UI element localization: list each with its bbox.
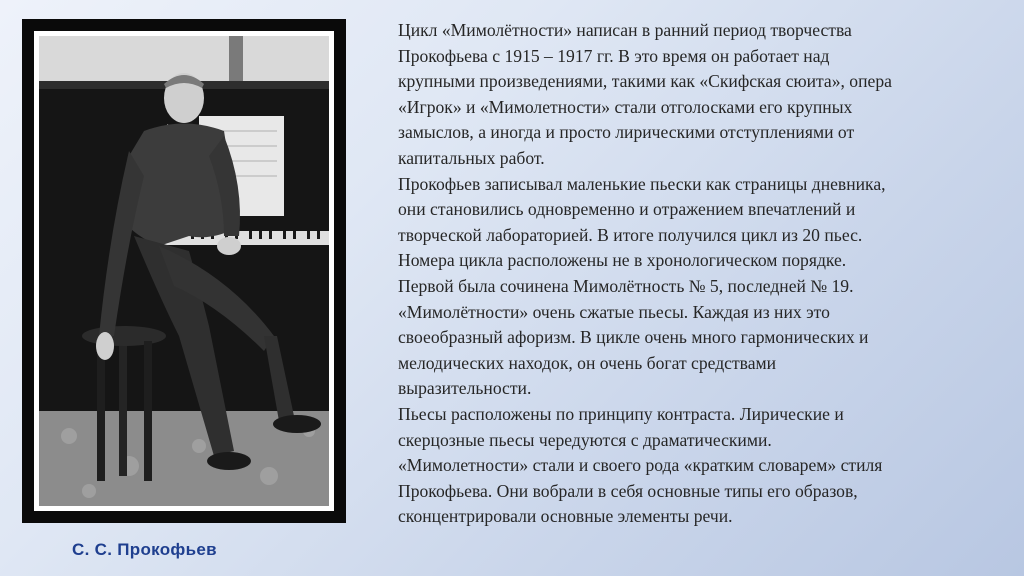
text-line: Прокофьев записывал маленькие пьески как страницы дневника,	[398, 173, 886, 194]
text-line: выразительности.	[398, 378, 532, 399]
text-line: своеобразный афоризм. В цикле очень много гармонических и	[398, 327, 869, 348]
text-line: замыслов, а иногда и просто лирическими отступлениями от	[398, 122, 855, 143]
text-line: творческой лабораторией. В итоге получился цикл из 20 пьес.	[398, 224, 863, 245]
text-line: крупными произведениями, такими как «Скифская сюита», опера	[398, 71, 892, 92]
paragraph-1	[398, 18, 1010, 172]
text-line: «Мимолетности» стали и своего рода «кратким словарем» стиля	[398, 455, 883, 476]
text-line: «Игрок» и «Мимолетности» стали отголосками его крупных	[398, 96, 853, 117]
body-text	[398, 18, 1010, 530]
text-line: Пьесы расположены по принципу контраста. Лирические и	[398, 403, 844, 424]
text-line: они становились одновременно и отражением впечатлений и	[398, 199, 856, 220]
text-line: Цикл «Мимолётности» написан в ранний период творчества	[398, 20, 852, 40]
portrait-frame	[22, 19, 346, 523]
text-line: Прокофьева. Они вобрали в себя основные типы его образов,	[398, 480, 858, 501]
text-line: Первой была сочинена Мимолётность № 5, последней № 19.	[398, 275, 854, 296]
text-line: скерцозные пьесы чередуются с драматическими.	[398, 429, 772, 450]
text-line: мелодических находок, он очень богат средствами	[398, 352, 777, 373]
text-line: капитальных работ.	[398, 147, 545, 168]
portrait-caption: С. С. Прокофьев	[72, 540, 217, 559]
portrait-photo	[39, 36, 329, 506]
text-line: Прокофьева с 1915 – 1917 гг. В это время он работает над	[398, 45, 830, 66]
paragraph-3	[398, 402, 1010, 530]
portrait-border	[34, 31, 334, 511]
paragraph-2	[398, 172, 1010, 402]
text-line: сконцентрировали основные элементы речи.	[398, 506, 733, 527]
text-line: Номера цикла расположены не в хронологическом порядке.	[398, 250, 847, 271]
text-line: «Мимолётности» очень сжатые пьесы. Каждая из них это	[398, 301, 830, 322]
